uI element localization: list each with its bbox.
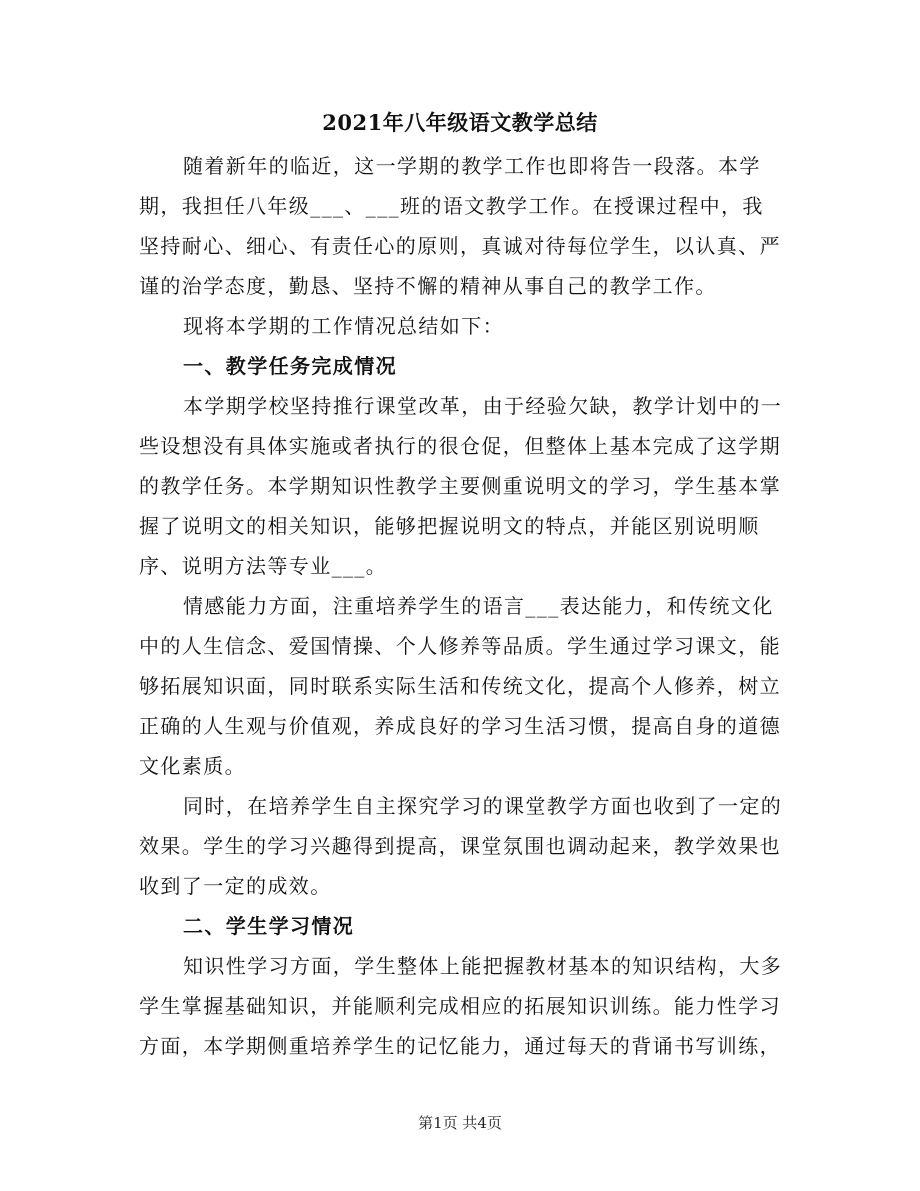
section-heading-student-learning: 二、学生学习情况 (183, 914, 355, 938)
paragraph-summary-lead: 现将本学期的工作情况总结如下： (183, 314, 504, 338)
paragraph-student-learning: 知识性学习方面，学生整体上能把握教材基本的知识结构，大多学生掌握基础知识，并能顺利完成相应的拓展知识训练。能力性学习方面，本学期侧重培养学生的记忆能力，通过每天的背诵书写训练， (139, 954, 783, 1058)
paragraph-intro: 随着新年的临近，这一学期的教学工作也即将告一段落。本学期，我担任八年级___、___班的语文教学工作。在授课过程中，我坚持耐心、细心、有责任心的原则，真诚对待每位学生，以认真、严谨的治学态度，勤恳、坚持不懈的精神从事自己的教学工作。 (139, 154, 781, 298)
document-body (139, 146, 783, 1066)
document-title: 2021年八年级语文教学总结 (322, 110, 598, 135)
section-heading-teaching-tasks: 一、教学任务完成情况 (183, 354, 397, 378)
paragraph-teaching-tasks: 本学期学校坚持推行课堂改革，由于经验欠缺，教学计划中的一些设想没有具体实施或者执行的很仓促，但整体上基本完成了这学期的教学任务。本学期知识性教学主要侧重说明文的学习，学生基本掌握了说明文的相关知识，能够把握说明文的特点，并能区别说明顺序、说明方法等专业___。 (139, 394, 783, 578)
paragraph-emotional-ability: 情感能力方面，注重培养学生的语言___表达能力，和传统文化中的人生信念、爱国情操、个人修养等品质。学生通过学习课文，能够拓展知识面，同时联系实际生活和传统文化，提高个人修养，树立正确的人生观与价值观，养成良好的学习生活习惯，提高自身的道德文化素质。 (139, 594, 781, 778)
paragraph-inquiry-learning: 同时，在培养学生自主探究学习的课堂教学方面也收到了一定的效果。学生的学习兴趣得到提高，课堂氛围也调动起来，教学效果也收到了一定的成效。 (139, 794, 783, 898)
page-footer: 第1页 共4页 (418, 1114, 502, 1132)
